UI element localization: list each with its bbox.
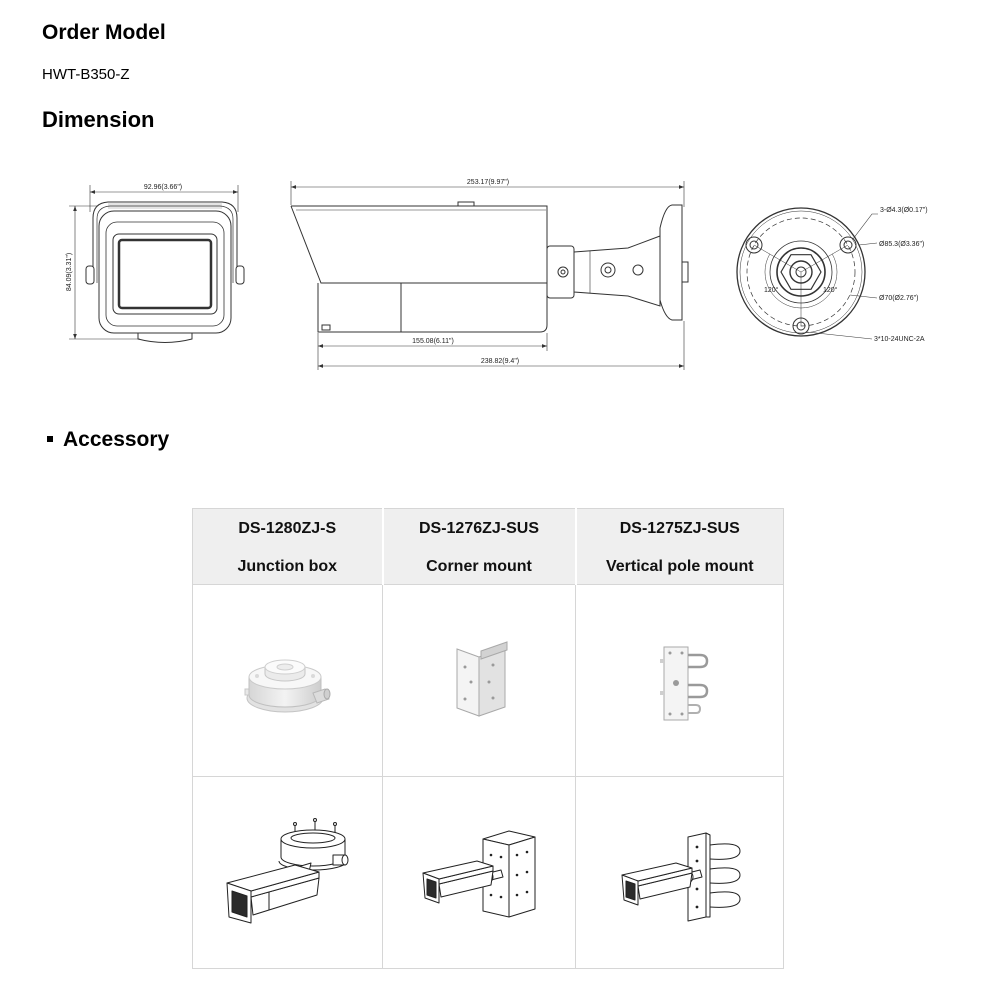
side-view-camera-body — [291, 202, 547, 332]
accessory-heading: Accessory — [63, 428, 170, 451]
side-view-mount-bracket — [547, 205, 688, 320]
accessory-header-corner-mount — [383, 509, 576, 585]
accessory-model: DS-1276ZJ-SUS — [418, 520, 540, 537]
side-body-length-label: 155.08(6.11") — [412, 338, 454, 345]
accessory-model: DS-1280ZJ-S — [238, 520, 337, 537]
base-thread-label: 3*10-24UNC-2A — [874, 336, 925, 343]
accessory-installation-cell — [193, 777, 383, 969]
order-model-number: HWT-B350-Z — [42, 66, 130, 83]
accessory-table — [192, 508, 784, 969]
order-model-heading: Order Model — [42, 21, 166, 44]
bullet-icon — [47, 436, 53, 442]
junction-box-installation-drawing — [193, 777, 382, 968]
vertical-pole-mount-installation-drawing — [576, 777, 783, 968]
base-bolt-circle-label: Ø70(Ø2.76") — [879, 295, 919, 302]
accessory-header-pole-mount — [576, 509, 784, 585]
accessory-model: DS-1275ZJ-SUS — [619, 520, 740, 537]
dimension-heading: Dimension — [42, 107, 155, 132]
accessory-name: Junction box — [237, 558, 338, 575]
accessory-photo-cell — [193, 585, 383, 777]
front-view-housing — [86, 202, 244, 343]
base-angle-right-label: 120° — [823, 287, 838, 294]
side-view-drawing — [291, 181, 688, 370]
side-overall-length-label: 253.17(9.97") — [466, 179, 510, 186]
dimension-drawings — [0, 170, 1000, 380]
front-view-drawing — [69, 185, 244, 343]
front-width-label: 92.96(3.66") — [143, 184, 183, 191]
accessory-installation-cell — [383, 777, 576, 969]
accessory-name: Corner mount — [426, 558, 532, 575]
side-length-label: 238.82(9.4") — [480, 358, 520, 365]
corner-mount-installation-drawing — [383, 777, 575, 968]
base-view-angle-marks — [754, 245, 848, 326]
base-outer-diameter-label: Ø85.3(Ø3.36") — [879, 241, 925, 248]
base-angle-left-label: 120° — [764, 287, 779, 294]
base-view-drawing — [737, 208, 878, 339]
base-holes-label: 3-Ø4.3(Ø0.17") — [880, 207, 928, 214]
accessory-photo-cell — [383, 585, 576, 777]
vertical-pole-mount-photo — [576, 585, 783, 776]
accessory-header-row — [193, 509, 784, 585]
junction-box-photo — [193, 585, 382, 776]
accessory-installation-row — [193, 777, 784, 969]
accessory-name: Vertical pole mount — [605, 558, 754, 575]
corner-mount-photo — [383, 585, 575, 776]
accessory-installation-cell — [576, 777, 784, 969]
front-height-label: 84.09(3.31") — [66, 252, 73, 292]
accessory-header-junction-box — [193, 509, 383, 585]
accessory-photo-row — [193, 585, 784, 777]
accessory-photo-cell — [576, 585, 784, 777]
